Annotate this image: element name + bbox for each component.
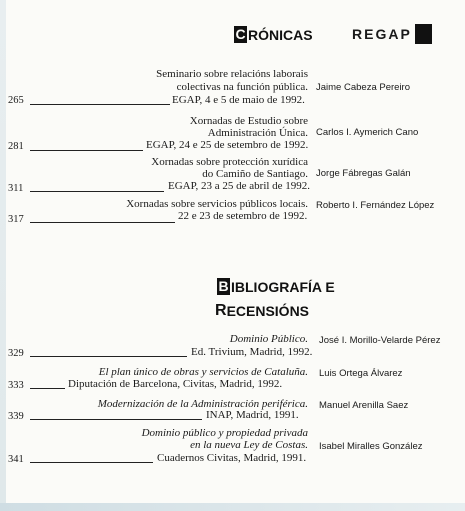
entry-author: Jorge Fábregas Galán xyxy=(316,168,411,179)
regap-logo xyxy=(352,24,432,44)
entry-title-line: Xornadas sobre servicios públicos locais. xyxy=(126,198,308,210)
entry-title-line: do Camiño de Santiago. xyxy=(202,168,308,180)
entry-details: Ed. Trivium, Madrid, 1992. xyxy=(191,346,313,358)
entry-title-line: Xornadas sobre protección xurídica xyxy=(151,156,308,168)
bibliografia-entry-3 xyxy=(0,398,465,426)
entry-title-line: Xornadas de Estudio sobre xyxy=(189,115,308,127)
leader-rule xyxy=(30,356,187,357)
cronicas-heading xyxy=(234,26,313,43)
bibliografia-heading-line1 xyxy=(217,278,335,295)
cronicas-entry-3 xyxy=(0,156,465,196)
entry-author: Jaime Cabeza Pereiro xyxy=(316,82,410,93)
entry-title-line: en la nueva Ley de Costas. xyxy=(190,439,308,451)
regap-text: REGAP xyxy=(352,26,412,42)
entry-details: EGAP, 24 e 25 de setembro de 1992. xyxy=(146,139,309,151)
entry-details: INAP, Madrid, 1991. xyxy=(206,409,299,421)
cronicas-entry-1 xyxy=(0,68,465,113)
entry-author: Luis Ortega Álvarez xyxy=(319,368,403,379)
bibliografia-entry-4 xyxy=(0,427,465,467)
leader-rule xyxy=(30,150,143,151)
leader-rule xyxy=(30,419,202,420)
entry-title-line: colectivas na función pública. xyxy=(176,81,308,93)
bibliografia-heading-line2 xyxy=(215,302,309,320)
leader-rule xyxy=(30,104,170,105)
page-edge-bottom xyxy=(0,503,465,511)
cronicas-entry-4 xyxy=(0,198,465,228)
leader-rule xyxy=(30,191,164,192)
entry-title-line: Seminario sobre relacións laborais xyxy=(156,68,308,80)
cronicas-heading-text: RÓNICAS xyxy=(248,26,313,43)
regap-black-box xyxy=(415,24,432,44)
entry-details: Cuadernos Civitas, Madrid, 1991. xyxy=(157,452,307,464)
bibliografia-entry-1 xyxy=(0,333,465,361)
entry-title-line: Modernización de la Administración periférica. xyxy=(97,398,308,410)
bibliografia-entry-2 xyxy=(0,366,465,394)
entry-title-line: Dominio público y propiedad privada xyxy=(141,427,308,439)
bibliografia-heading-text: IBLIOGRAFÍA E xyxy=(231,278,335,295)
show-through-mark xyxy=(175,24,230,46)
entry-details: EGAP, 4 e 5 de maio de 1992. xyxy=(172,94,305,106)
leader-rule xyxy=(30,388,65,389)
entry-page-number: 311 xyxy=(8,183,24,194)
entry-title-line: Dominio Público. xyxy=(229,333,308,345)
cronicas-initial-box: C xyxy=(235,26,246,42)
recensions-heading-text: ECENSIÓNS xyxy=(226,303,310,319)
entry-details: EGAP, 23 a 25 de abril de 1992. xyxy=(168,180,311,192)
entry-details: 22 e 23 de setembro de 1992. xyxy=(178,210,308,222)
entry-author: Manuel Arenilla Saez xyxy=(319,400,409,411)
entry-page-number: 317 xyxy=(8,214,24,225)
entry-page-number: 329 xyxy=(8,348,24,359)
entry-author: Carlos I. Aymerich Cano xyxy=(316,127,419,138)
entry-author: José I. Morillo-Velarde Pérez xyxy=(319,335,441,346)
leader-rule xyxy=(30,462,153,463)
bibliografia-initial-box: B xyxy=(218,278,229,294)
leader-rule xyxy=(30,222,175,223)
cronicas-entry-2 xyxy=(0,115,465,155)
entry-details: Diputación de Barcelona, Civitas, Madrid, 1992. xyxy=(68,378,283,390)
entry-title-line: El plan único de obras y servicios de Cataluña. xyxy=(98,366,308,378)
recensions-initial: R xyxy=(215,302,227,319)
entry-page-number: 281 xyxy=(8,141,24,152)
entry-author: Isabel Miralles González xyxy=(319,441,423,452)
entry-page-number: 341 xyxy=(8,454,24,465)
entry-author: Roberto I. Fernández López xyxy=(316,200,435,211)
entry-page-number: 339 xyxy=(8,411,24,422)
entry-page-number: 265 xyxy=(8,95,24,106)
entry-title-line: Administración Única. xyxy=(207,127,308,139)
entry-page-number: 333 xyxy=(8,380,24,391)
